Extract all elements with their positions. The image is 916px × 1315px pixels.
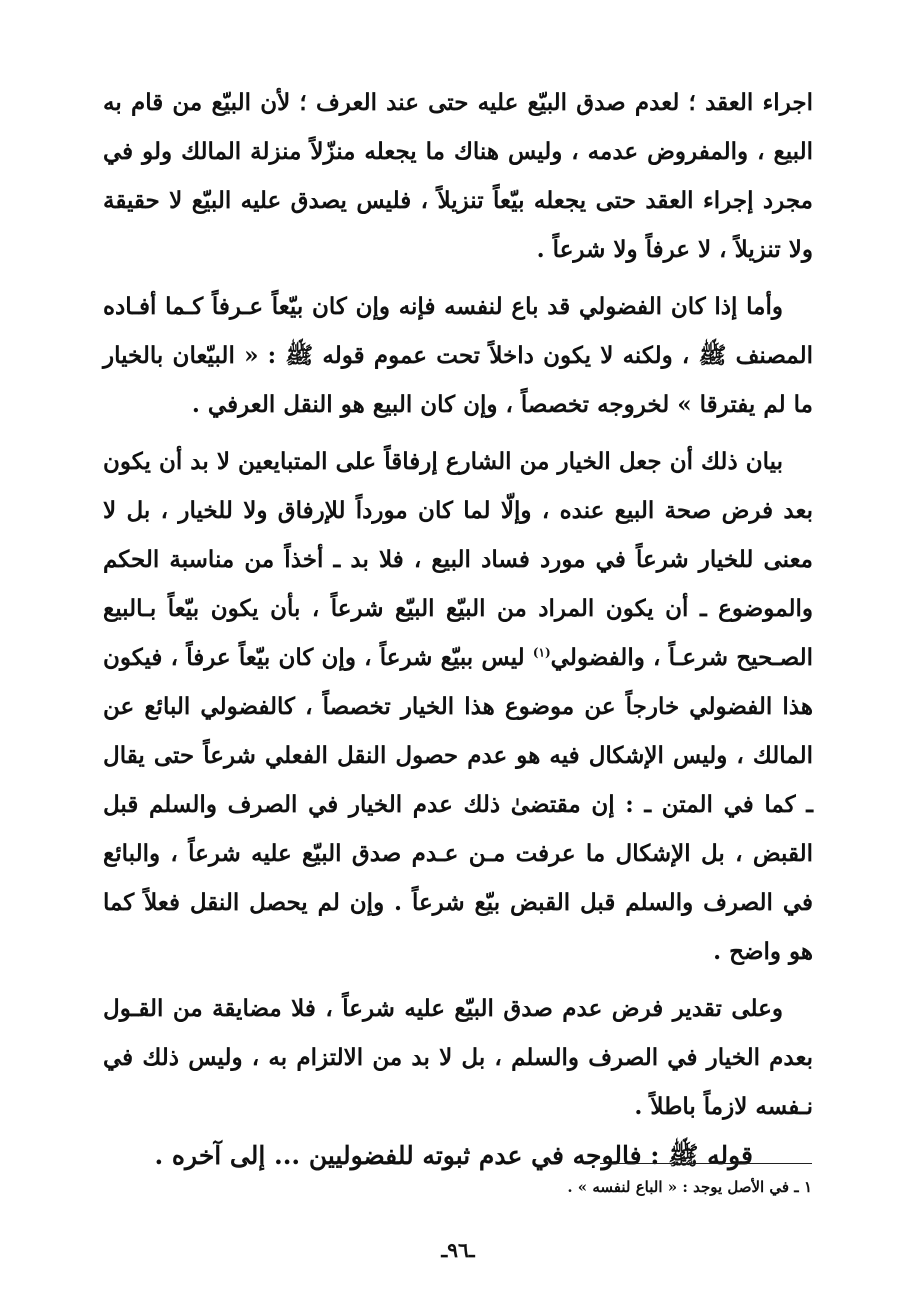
- paragraph-3-part-1: بيان ذلك أن جعل الخيار من الشارع إرفاقاً على المتبايعين لا بد أن يكون بعد فرض صحة البيع عنده ، وإلّا لما كان مورداً للإرفاق ولا للخيار ، بل لا معنى للخيار شرعاً في مورد فساد البيع ، فلا بد ـ أخذاً من مناسبة الحكم والموضوع ـ أن يكون المراد من البيّع البيّع شرعاً ، بأن يكون بيّعاً بـالبيع الصـحيح شرعـاً ، والفضولي: [103, 448, 813, 671]
- footnote: ١ ـ في الأصل يوجد : « الباع لنفسه » .: [567, 1178, 812, 1196]
- section-heading: قوله ﷺ : فالوجه في عدم ثبوته للفضوليين ... إلى آخره .: [154, 1141, 753, 1170]
- page-number: ـ٩٦ـ: [441, 1238, 475, 1262]
- paragraph-3-part-2: ليس ببيّع شرعاً ، وإن كان بيّعاً عرفاً ، فيكون هذا الفضولي خارجاً عن موضوع هذا الخيار تخصصاً ، كالفضولي البائع عن المالك ، وليس الإشكال فيه هو عدم حصول النقل الفعلي شرعاً حتى يقال ـ كما في المتن ـ : إن مقتضىٰ ذلك عدم الخيار في الصرف والسلم قبل القبض ، بل الإشكال ما عرفت مـن عـدم صدق البيّع عليه شرعاً ، والبائع في الصرف والسلم قبل القبض بيّع شرعاً . وإن لم يحصل النقل فعلاً كما هو واضح .: [103, 644, 813, 965]
- footnote-marker: (١): [532, 645, 551, 660]
- main-text: [103, 78, 813, 1180]
- footnote-divider: [600, 1163, 812, 1164]
- paragraph-3: [103, 437, 813, 976]
- paragraph-1: اجراء العقد ؛ لعدم صدق البيّع عليه حتى عند العرف ؛ لأن البيّع من قام به البيع ، والمفروض عدمه ، وليس هناك ما يجعله منزّلاً منزلة المالك ولو في مجرد إجراء العقد حتى يجعله بيّعاً تنزيلاً ، فليس يصدق عليه البيّع لا حقيقة ولا تنزيلاً ، لا عرفاً ولا شرعاً .: [103, 89, 813, 263]
- paragraph-4: وعلى تقدير فرض عدم صدق البيّع عليه شرعاً ، فلا مضايقة من القـول بعدم الخيار في الصرف والسلم ، بل لا بد من الالتزام به ، وليس ذلك في نـفسه لازماً باطلاً .: [103, 995, 813, 1120]
- paragraph-2: وأما إذا كان الفضولي قد باع لنفسه فإنه وإن كان بيّعاً عـرفاً كـما أفـاده المصنف ﷺ ، ولكنه لا يكون داخلاً تحت عموم قوله ﷺ : « البيّعان بالخيار ما لم يفترقا » لخروجه تخصصاً ، وإن كان البيع هو النقل العرفي .: [103, 293, 813, 418]
